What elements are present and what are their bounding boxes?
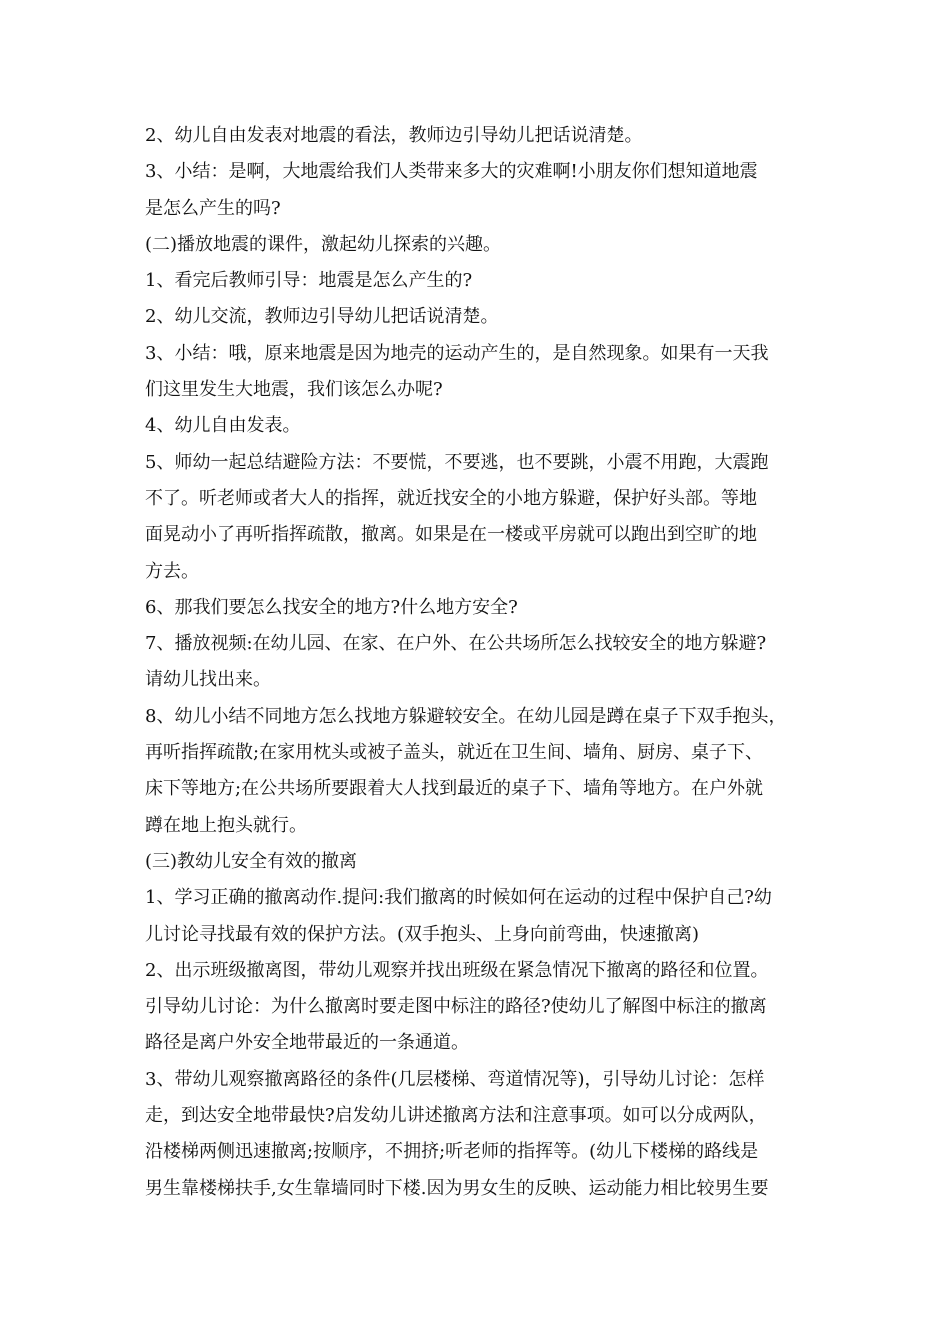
- text-line: 面晃动小了再听指挥疏散，撤离。如果是在一楼或平房就可以跑出到空旷的地: [145, 524, 757, 546]
- text-line: 蹲在地上抱头就行。: [145, 814, 307, 836]
- text-line: 5、师幼一起总结避险方法：不要慌，不要逃，也不要跳，小震不用跑，大震跑: [145, 451, 769, 473]
- text-line: 3、带幼儿观察撤离路径的条件(几层楼梯、弯道情况等)，引导幼儿讨论：怎样: [145, 1068, 765, 1090]
- text-line: 走，到达安全地带最快?启发幼儿讲述撤离方法和注意事项。如可以分成两队，: [145, 1105, 767, 1127]
- text-line: 不了。听老师或者大人的指挥，就近找安全的小地方躲避，保护好头部。等地: [145, 487, 757, 509]
- text-line: 是怎么产生的吗?: [145, 197, 281, 219]
- text-line: 再听指挥疏散;在家用枕头或被子盖头，就近在卫生间、墙角、厨房、桌子下、: [145, 742, 764, 764]
- text-line: 儿讨论寻找最有效的保护方法。(双手抱头、上身向前弯曲，快速撤离): [145, 923, 700, 945]
- text-line: 7、播放视频:在幼儿园、在家、在户外、在公共场所怎么找较安全的地方躲避?: [145, 633, 767, 655]
- text-line: 男生靠楼梯扶手,女生靠墙同时下楼.因为男女生的反映、运动能力相比较男生要: [145, 1177, 769, 1199]
- text-line: 2、幼儿自由发表对地震的看法，教师边引导幼儿把话说清楚。: [145, 125, 643, 146]
- text-line: 引导幼儿讨论：为什么撤离时要走图中标注的路径?使幼儿了解图中标注的撤离: [145, 996, 767, 1018]
- section-heading: (三)教幼儿安全有效的撤离: [145, 850, 358, 872]
- text-line: 们这里发生大地震，我们该怎么办呢?: [145, 379, 443, 401]
- text-line: 方去。: [145, 560, 199, 582]
- text-line: 3、小结：哦，原来地震是因为地壳的运动产生的，是自然现象。如果有一天我: [145, 342, 769, 364]
- text-line: 路径是离户外安全地带最近的一条通道。: [145, 1032, 469, 1054]
- section-heading: (二)播放地震的课件，激起幼儿探索的兴趣。: [145, 233, 502, 255]
- text-line: 3、小结：是啊，大地震给我们人类带来多大的灾难啊!小朋友你们想知道地震: [145, 161, 758, 183]
- text-line: 2、幼儿交流，教师边引导幼儿把话说清楚。: [145, 306, 499, 328]
- text-line: 4、幼儿自由发表。: [145, 415, 301, 437]
- text-line: 床下等地方;在公共场所要跟着大人找到最近的桌子下、墙角等地方。在户外就: [145, 778, 764, 800]
- text-line: 6、那我们要怎么找安全的地方?什么地方安全?: [145, 596, 518, 618]
- text-line: 1、看完后教师引导：地震是怎么产生的?: [145, 270, 473, 292]
- text-line: 1、学习正确的撤离动作.提问:我们撤离的时候如何在运动的过程中保护自己?幼: [145, 887, 772, 909]
- text-line: 2、出示班级撤离图，带幼儿观察并找出班级在紧急情况下撤离的路径和位置。: [145, 959, 769, 981]
- text-line: 沿楼梯两侧迅速撤离;按顺序，不拥挤;听老师的指挥等。(幼儿下楼梯的路线是: [145, 1141, 759, 1163]
- text-line: 请幼儿找出来。: [145, 669, 271, 691]
- document-body: [145, 118, 817, 1207]
- text-line: 8、幼儿小结不同地方怎么找地方躲避较安全。在幼儿园是蹲在桌子下双手抱头，: [145, 705, 787, 727]
